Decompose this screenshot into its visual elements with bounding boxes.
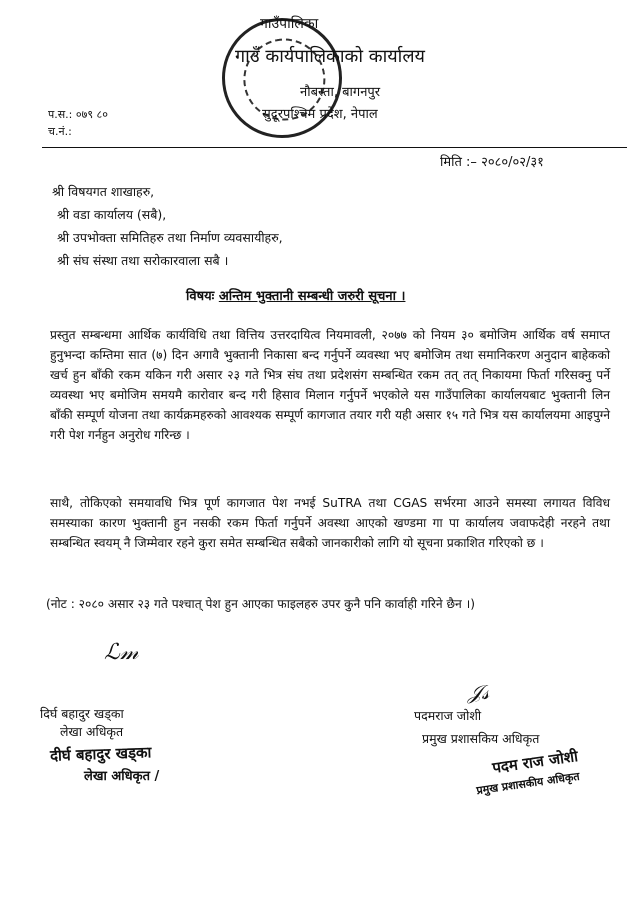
subject-text: अन्तिम भुक्तानी सम्बन्धी जरुरी सूचना । — [218, 289, 406, 304]
letter-subject — [186, 286, 405, 304]
body-note: (नोट : २०८० असार २३ गते पश्चात् पेश हुन आएका फाइलहरु उपर कुनै पनि कार्वाही गरिने छैन ।) — [46, 597, 476, 611]
stamp-left-title: लेखा अधिकृत / — [84, 769, 160, 784]
letterhead-province: सुदूरपश्चिम प्रदेश, नेपाल — [262, 107, 378, 122]
body-paragraph-2: साथै, तोकिएको समयावधि भित्र पूर्ण कागजात पेश नभई SuTRA तथा CGAS सर्भरमा आउने समस्या लगायत विविध समस्याका कारण भुक्तानी हुन नसकी रकम फिर्ता गर्नुपर्ने अवस्था आएको खण्डमा गा पा कार्यालय जवाफदेही नरहने तथा सम्बन्धित स्वयम् नै जिम्मेवार रहने कुरा समेत सम्बन्धित सबैको जानकारीको लागि यो सूचना प्रकाशित गरिएको छ । — [50, 496, 610, 550]
header-divider — [42, 147, 627, 148]
signatory-right-title: प्रमुख प्रशासकिय अधिकृत — [422, 731, 540, 746]
signatory-left-title: लेखा अधिकृत — [60, 724, 124, 739]
signature-left: ℒ𝓂 — [104, 640, 139, 665]
addressee-line: श्री विषयगत शाखाहरु, — [52, 184, 155, 199]
body-paragraph-1: प्रस्तुत सम्बन्धमा आर्थिक कार्यविधि तथा वित्तिय उत्तरदायित्व नियमावली, २०७७ को नियम ३० बमोजिम आर्थिक वर्ष समाप्त हुनुभन्दा कम्तिमा सात (७) दिन अगावै भुक्तानी निकासा बन्द गर्नुपर्ने व्यवस्था भए बमोजिम तथा समानिकरण अनुदान बाहेकको खर्च हुन बाँकी रकम यकिन गरी असार २३ गते भित्र संघ तथा प्रदेशसंग सम्बन्धित रकम तत् तत् निकायमा फिर्ता गरिसक्नु पर्ने व्यवस्था भए बमोजिम समयमै कारोवार बन्द गरी हिसाव मिलान गर्नुपर्ने भएकोले यस गाउँपालिका कार्यालयबाट भुक्तानी लिन बाँकी सम्पूर्ण योजना तथा कार्यक्रमहरुको आवश्यक सम्पूर्ण कागजात तयार गरी यही असार १५ गते भित्र यस कार्यालयमा आइपुग्ने गरी पेश गर्नहुन अनुरोध गरिन्छ । — [50, 328, 610, 442]
letter-date: मिति :– २०८०/०२/३१ — [440, 155, 544, 170]
dispatch-number: च.नं.: — [48, 125, 72, 138]
signatory-right-name: पदमराज जोशी — [414, 708, 482, 723]
letterhead-municipality: गाउँपालिका — [260, 16, 319, 32]
signatory-left-name: दिर्घ बहादुर खड्का — [40, 706, 124, 721]
signature-right: 𝒥𝓈 — [468, 680, 490, 704]
stamp-right-name: पदम राज जोशी — [491, 747, 579, 777]
stamp-left-name: दीर्घ बहादुर खड्का — [49, 743, 152, 765]
letterhead-office: गाउँ कार्यपालिकाको कार्यालय — [235, 46, 425, 67]
addressee-line: श्री उपभोक्ता समितिहरु तथा निर्माण व्यवसायीहरु, — [57, 230, 283, 245]
stamp-right-title: प्रमुख प्रशासकीय अधिकृत — [475, 769, 581, 798]
reference-number: प.स.: ०७९ ८० — [48, 108, 108, 121]
addressee-line: श्री संघ संस्था तथा सरोकारवाला सबै । — [57, 253, 229, 268]
subject-prefix: विषयः — [186, 289, 215, 304]
addressee-line: श्री वडा कार्यालय (सबै), — [57, 207, 167, 222]
letterhead-address: नौबस्ता, बागनपुर — [300, 85, 381, 100]
